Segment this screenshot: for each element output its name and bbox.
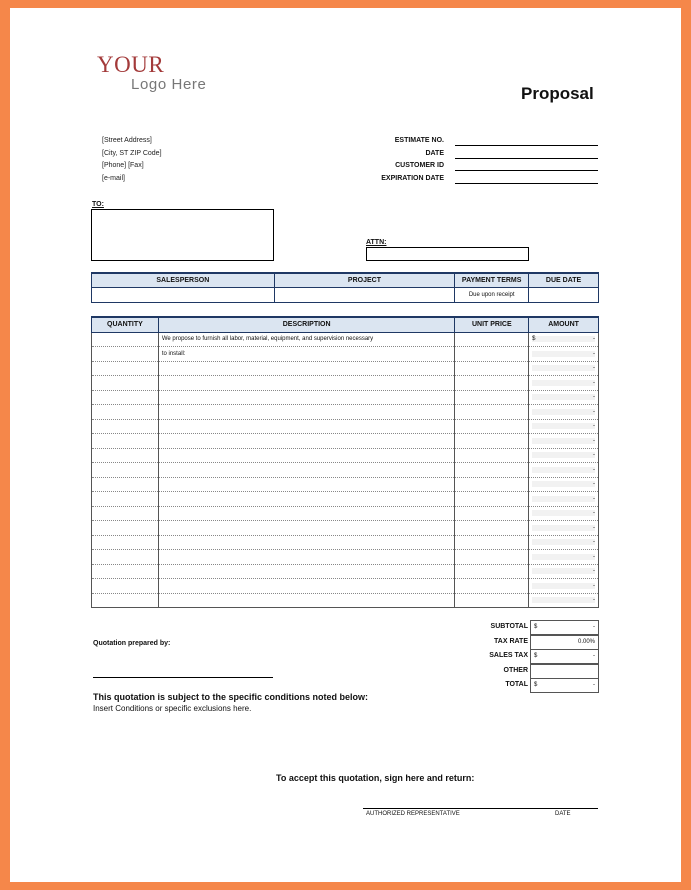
totals-value: -: [593, 624, 595, 631]
table-row: [92, 521, 599, 536]
amount-cell: [529, 579, 599, 594]
table-row: [92, 492, 599, 507]
quantity-cell[interactable]: [92, 535, 159, 550]
table-row: [92, 535, 599, 550]
salesperson-cell[interactable]: [92, 287, 275, 302]
city-state-zip[interactable]: [City, ST ZIP Code]: [102, 150, 162, 157]
logo-text: YOUR: [97, 52, 165, 77]
amount-cell: [529, 390, 599, 405]
estimate-no-label: ESTIMATE NO.: [394, 137, 444, 144]
description-cell[interactable]: [158, 405, 455, 420]
amount-value: [532, 525, 595, 531]
unit-price-cell[interactable]: [455, 477, 529, 492]
amount-header: AMOUNT: [529, 317, 599, 332]
amount-cell: [529, 376, 599, 391]
quantity-cell[interactable]: [92, 419, 159, 434]
table-row: [92, 376, 599, 391]
unit-price-cell[interactable]: [455, 492, 529, 507]
amount-cell: [529, 463, 599, 478]
amount-value: [532, 438, 595, 444]
date-label: DATE: [425, 150, 444, 157]
street-address[interactable]: [Street Address]: [102, 137, 152, 144]
amount-cell: [529, 550, 599, 565]
table-row: [92, 347, 599, 362]
amount-text: -: [593, 408, 595, 415]
currency-symbol: $: [534, 682, 538, 689]
amount-cell: [529, 361, 599, 376]
table-row: [92, 419, 599, 434]
payment-terms-header: PAYMENT TERMS: [455, 273, 529, 287]
conditions-text[interactable]: Insert Conditions or specific exclusions here.: [93, 704, 252, 713]
currency-symbol: $: [534, 624, 538, 631]
description-cell[interactable]: [158, 579, 455, 594]
table-row: [92, 550, 599, 565]
amount-cell: [529, 492, 599, 507]
prepared-by-line[interactable]: [93, 677, 273, 678]
attn-field[interactable]: [366, 247, 529, 261]
totals-value-cell: [530, 649, 599, 664]
amount-value: [532, 510, 595, 516]
amount-text: -: [593, 481, 595, 488]
unit-price-cell[interactable]: [455, 419, 529, 434]
attn-label: ATTN:: [366, 239, 387, 246]
amount-value: [532, 452, 595, 458]
amount-text: -: [593, 394, 595, 401]
description-cell[interactable]: [158, 376, 455, 391]
quantity-cell[interactable]: [92, 506, 159, 521]
description-cell[interactable]: [158, 564, 455, 579]
quantity-cell[interactable]: [92, 477, 159, 492]
signature-line[interactable]: [363, 808, 598, 809]
description-cell[interactable]: [158, 477, 455, 492]
amount-text: -: [593, 423, 595, 430]
totals-label: OTHER: [503, 667, 528, 674]
amount-text: -: [593, 597, 595, 604]
totals-value: 0.00%: [577, 639, 595, 646]
unit-price-cell[interactable]: [455, 535, 529, 550]
unit-price-cell[interactable]: [455, 593, 529, 608]
amount-value: [532, 481, 595, 487]
unit-price-cell[interactable]: [455, 579, 529, 594]
quantity-cell[interactable]: [92, 390, 159, 405]
amount-cell: [529, 564, 599, 579]
table-row: [92, 579, 599, 594]
amount-cell: [529, 434, 599, 449]
unit-price-cell[interactable]: [455, 361, 529, 376]
expiration-date-field[interactable]: [455, 183, 598, 184]
amount-text: -: [593, 510, 595, 517]
amount-value: [532, 539, 595, 545]
unit-price-cell[interactable]: [455, 463, 529, 478]
totals-value-cell: [530, 635, 599, 650]
amount-value: [532, 496, 595, 502]
totals-label: SUBTOTAL: [490, 623, 528, 630]
table-row: [92, 361, 599, 376]
quantity-cell[interactable]: [92, 579, 159, 594]
quantity-cell[interactable]: [92, 593, 159, 608]
unit-price-cell[interactable]: [455, 347, 529, 362]
amount-value: [532, 365, 595, 371]
table-row: [92, 405, 599, 420]
date-field[interactable]: [455, 158, 598, 159]
to-label: TO:: [92, 201, 104, 208]
amount-cell: [529, 506, 599, 521]
amount-value: [532, 568, 595, 574]
description-header: DESCRIPTION: [158, 317, 455, 332]
prepared-by-label: Quotation prepared by:: [93, 640, 171, 647]
amount-value: [532, 409, 595, 415]
quantity-cell[interactable]: [92, 347, 159, 362]
currency-symbol: $: [532, 336, 536, 343]
quantity-cell[interactable]: [92, 361, 159, 376]
quantity-cell[interactable]: [92, 521, 159, 536]
currency-symbol: $: [534, 653, 538, 660]
quantity-cell[interactable]: [92, 492, 159, 507]
unit-price-cell[interactable]: [455, 550, 529, 565]
description-cell[interactable]: [158, 463, 455, 478]
description-cell[interactable]: [158, 535, 455, 550]
totals-value-cell: [530, 678, 599, 693]
quantity-cell[interactable]: [92, 332, 159, 347]
unit-price-cell[interactable]: [455, 506, 529, 521]
amount-text: -: [593, 336, 595, 343]
amount-value: [532, 583, 595, 589]
amount-cell: [529, 593, 599, 608]
totals-value: -: [593, 653, 595, 660]
unit-price-cell[interactable]: [455, 405, 529, 420]
authorized-rep-label: AUTHORIZED REPRESENTATIVE: [366, 811, 460, 817]
project-header: PROJECT: [274, 273, 455, 287]
description-cell[interactable]: [158, 593, 455, 608]
amount-text: -: [593, 568, 595, 575]
table-row: [92, 477, 599, 492]
description-cell[interactable]: [158, 361, 455, 376]
amount-value: [532, 380, 595, 386]
amount-cell: [529, 521, 599, 536]
info-table: [91, 272, 599, 303]
unit-price-cell[interactable]: [455, 564, 529, 579]
customer-id-field[interactable]: [455, 170, 598, 171]
amount-text: -: [593, 495, 595, 502]
amount-cell: [529, 332, 599, 347]
totals-label: TOTAL: [505, 681, 528, 688]
amount-cell: [529, 535, 599, 550]
amount-value: [532, 423, 595, 429]
description-cell[interactable]: [158, 390, 455, 405]
estimate-no-field[interactable]: [455, 145, 598, 146]
description-cell[interactable]: [158, 506, 455, 521]
items-table: [91, 316, 599, 608]
unit-price-cell[interactable]: [455, 390, 529, 405]
customer-id-label: CUSTOMER ID: [395, 162, 444, 169]
signature-date-label: DATE: [555, 811, 571, 817]
quantity-header: QUANTITY: [92, 317, 159, 332]
unit-price-cell[interactable]: [455, 448, 529, 463]
description-cell[interactable]: [158, 419, 455, 434]
totals-value: -: [593, 682, 595, 689]
unit-price-header: UNIT PRICE: [455, 317, 529, 332]
quantity-cell[interactable]: [92, 405, 159, 420]
amount-value: [532, 554, 595, 560]
conditions-title: This quotation is subject to the specific conditions noted below:: [93, 692, 369, 702]
quantity-cell[interactable]: [92, 448, 159, 463]
description-cell[interactable]: [158, 448, 455, 463]
amount-cell: [529, 419, 599, 434]
quantity-cell[interactable]: [92, 376, 159, 391]
totals-label: TAX RATE: [494, 638, 528, 645]
description-cell[interactable]: [158, 521, 455, 536]
to-address-box[interactable]: [91, 209, 274, 261]
amount-text: -: [593, 365, 595, 372]
amount-text: -: [593, 539, 595, 546]
table-row: [92, 564, 599, 579]
description-cell[interactable]: [158, 434, 455, 449]
quantity-cell[interactable]: [92, 564, 159, 579]
amount-value: [532, 467, 595, 473]
amount-text: -: [593, 379, 595, 386]
amount-text: -: [593, 582, 595, 589]
amount-value: [532, 597, 595, 603]
totals-value-cell: [530, 620, 599, 635]
due-date-header: DUE DATE: [529, 273, 599, 287]
amount-cell: [529, 405, 599, 420]
amount-value: [532, 351, 595, 357]
amount-text: -: [593, 553, 595, 560]
expiration-date-label: EXPIRATION DATE: [381, 175, 444, 182]
unit-price-cell[interactable]: [455, 521, 529, 536]
phone-fax[interactable]: [Phone] [Fax]: [102, 162, 144, 169]
salesperson-header: SALESPERSON: [92, 273, 275, 287]
description-cell[interactable]: [158, 492, 455, 507]
description-cell[interactable]: [158, 550, 455, 565]
project-cell[interactable]: [274, 287, 455, 302]
accept-instruction: To accept this quotation, sign here and return:: [276, 773, 475, 783]
table-row: [92, 506, 599, 521]
amount-text: -: [593, 524, 595, 531]
amount-value: [532, 336, 595, 342]
quantity-cell[interactable]: [92, 550, 159, 565]
amount-cell: [529, 477, 599, 492]
quantity-cell[interactable]: [92, 434, 159, 449]
description-cell[interactable]: We propose to furnish all labor, material, equipment, and supervision necessary: [158, 332, 455, 347]
totals-value-cell: [530, 664, 599, 679]
amount-text: -: [593, 350, 595, 357]
amount-text: -: [593, 466, 595, 473]
amount-value: [532, 394, 595, 400]
due-date-cell[interactable]: [529, 287, 599, 302]
email[interactable]: [e-mail]: [102, 175, 125, 182]
amount-text: -: [593, 437, 595, 444]
amount-cell: [529, 347, 599, 362]
table-row: [92, 463, 599, 478]
unit-price-cell[interactable]: [455, 376, 529, 391]
logo-subtext: Logo Here: [131, 76, 207, 93]
table-row: [92, 332, 599, 347]
quantity-cell[interactable]: [92, 463, 159, 478]
amount-text: -: [593, 452, 595, 459]
totals-label: SALES TAX: [489, 652, 528, 659]
amount-cell: [529, 448, 599, 463]
table-row: [92, 390, 599, 405]
proposal-page: [10, 8, 681, 882]
table-row: [92, 434, 599, 449]
table-row: [92, 448, 599, 463]
payment-terms-cell[interactable]: Due upon receipt: [455, 287, 529, 302]
unit-price-cell[interactable]: [455, 332, 529, 347]
document-title: Proposal: [521, 84, 594, 103]
unit-price-cell[interactable]: [455, 434, 529, 449]
table-row: [92, 593, 599, 608]
description-cell[interactable]: to install:: [158, 347, 455, 362]
